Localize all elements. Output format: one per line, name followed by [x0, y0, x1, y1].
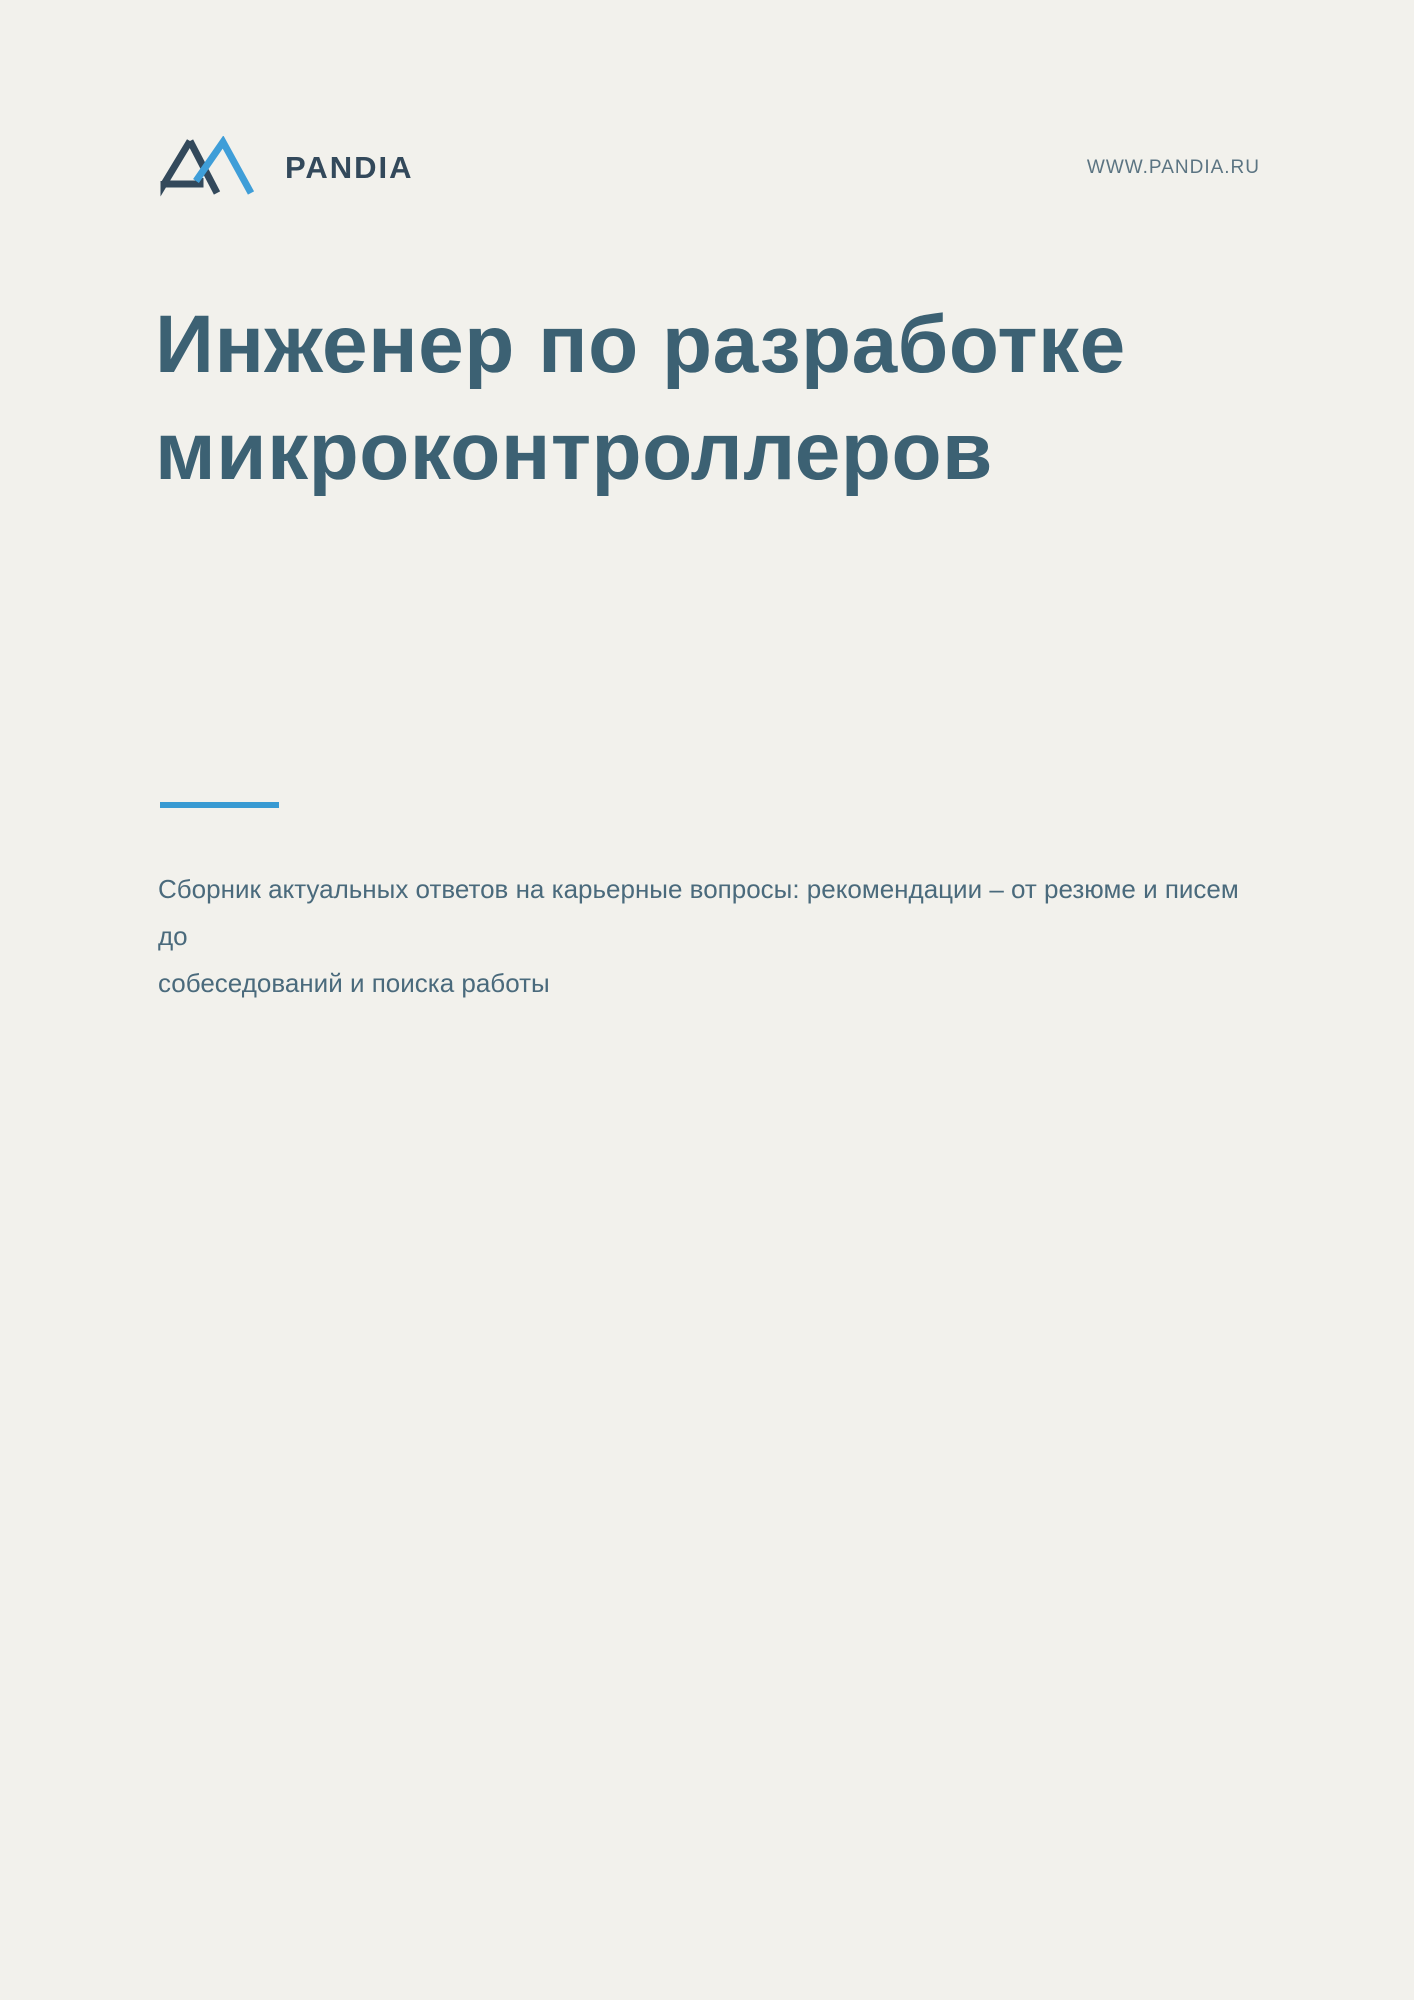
logo-wordmark: PANDIA [285, 150, 414, 185]
page-title [155, 291, 1275, 505]
page-title-line: Инженер по разработке [155, 299, 1126, 390]
page-title-line: микроконтроллеров [155, 406, 993, 497]
page-subtitle [158, 866, 1268, 1007]
site-url: WWW.PANDIA.RU [1086, 157, 1260, 178]
mountain-peaks-icon [160, 136, 255, 200]
accent-divider [160, 802, 279, 808]
page-subtitle-line: Сборник актуальных ответов на карьерные вопросы: рекомендации – от резюме и писем до [158, 874, 1239, 951]
page-subtitle-line: собеседований и поиска работы [158, 968, 550, 998]
logo [160, 136, 414, 200]
